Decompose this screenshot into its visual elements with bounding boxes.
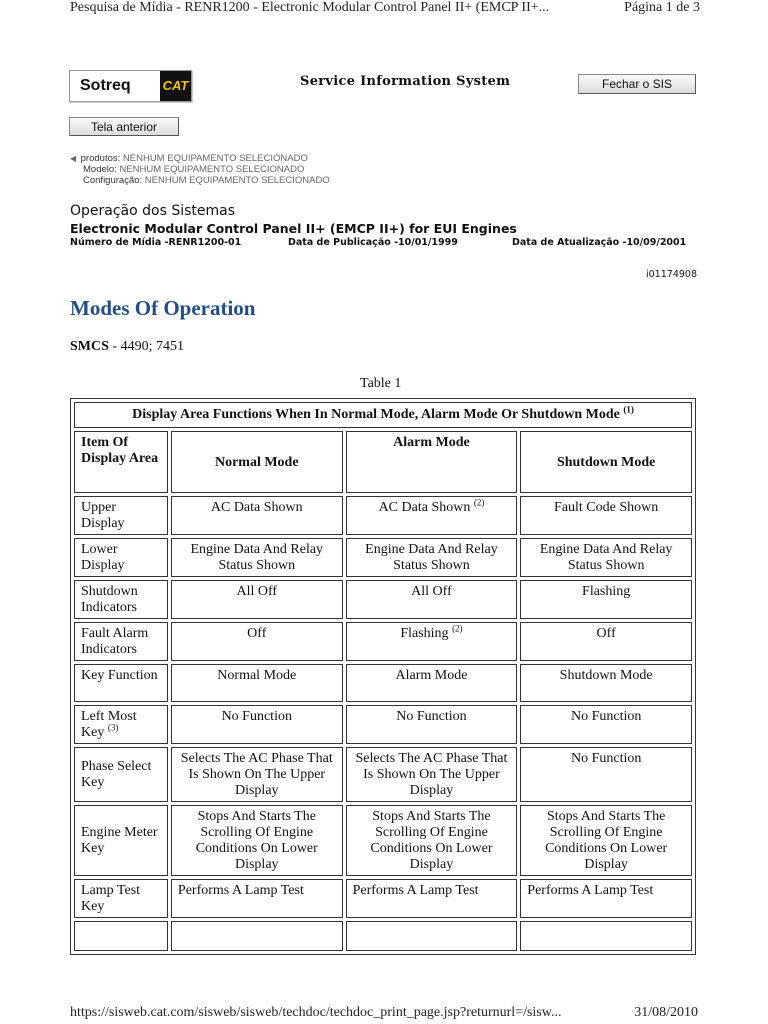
cell-shutdown: Flashing [520, 580, 692, 619]
meta-configuration [83, 175, 330, 186]
update-date: Data de Atualização -10/09/2001 [512, 237, 687, 248]
column-header: Alarm Mode [346, 431, 518, 493]
cell-normal: Stops And Starts The Scrolling Of Engine Conditions On Lower Display [171, 805, 343, 876]
page-title: Modes Of Operation [70, 296, 256, 320]
cell-alarm: No Function [346, 705, 518, 744]
row-item [74, 921, 168, 951]
column-header: Normal Mode [171, 431, 343, 493]
item-footnote: (3) [107, 722, 119, 733]
table-row [74, 664, 692, 702]
cell-alarm: All Off [346, 580, 518, 619]
table-row [74, 747, 692, 802]
cell-normal: Performs A Lamp Test [171, 879, 343, 918]
meta-products [70, 153, 308, 164]
table-heading-text: Display Area Functions When In Normal Mode, Alarm Mode Or Shutdown Mode [132, 407, 620, 422]
cell-shutdown: No Function [520, 747, 692, 802]
table-row [74, 879, 692, 918]
cell-shutdown: Shutdown Mode [520, 664, 692, 702]
cell-alarm [346, 496, 518, 535]
print-footer-url: https://sisweb.cat.com/sisweb/sisweb/techdoc/techdoc_print_page.jsp?returnurl=/sisw... [70, 1005, 562, 1020]
document-title: Electronic Modular Control Panel II+ (EMCP II+) for EUI Engines [70, 221, 517, 236]
meta-value: NENHUM EQUIPAMENTO SELECIONADO [144, 175, 330, 186]
cell-footnote: (2) [473, 497, 485, 508]
smcs-label: SMCS [70, 339, 109, 354]
row-item: Fault Alarm Indicators [74, 622, 168, 661]
back-arrow-icon[interactable]: ◀ [70, 154, 77, 163]
cell-normal: Off [171, 622, 343, 661]
sotreq-cat-logo [69, 70, 192, 102]
cell-normal: No Function [171, 705, 343, 744]
section-heading: Operação dos Sistemas [70, 203, 236, 219]
row-item: Key Function [74, 664, 168, 702]
cell-normal: All Off [171, 580, 343, 619]
table-row [74, 805, 692, 876]
cell-shutdown: Fault Code Shown [520, 496, 692, 535]
meta-label: Modelo: [83, 164, 117, 175]
row-item: Phase Select Key [74, 747, 168, 802]
close-sis-button[interactable]: Fechar o SIS [578, 74, 696, 94]
cell-alarm: Alarm Mode [346, 664, 518, 702]
modes-table [70, 398, 696, 955]
cell-shutdown [520, 921, 692, 951]
row-item [74, 705, 168, 744]
table-caption: Table 1 [360, 376, 402, 391]
cell-alarm: Selects The AC Phase That Is Shown On The Upper Display [346, 747, 518, 802]
table-row [74, 705, 692, 744]
print-header-page: Página 1 de 3 [624, 0, 700, 15]
smcs-value: - 4490; 7451 [108, 339, 184, 354]
smcs-code [70, 339, 184, 355]
cell-alarm: Stops And Starts The Scrolling Of Engine Conditions On Lower Display [346, 805, 518, 876]
sotreq-logo-text: Sotreq [80, 77, 131, 94]
cell-shutdown: Performs A Lamp Test [520, 879, 692, 918]
sis-title: Service Information System [300, 74, 511, 89]
column-header: Shutdown Mode [520, 431, 692, 493]
cell-normal: Normal Mode [171, 664, 343, 702]
row-item: Upper Display [74, 496, 168, 535]
table-row-cut [74, 921, 692, 951]
table-row [74, 496, 692, 535]
meta-value: NENHUM EQUIPAMENTO SELECIONADO [122, 153, 308, 164]
cell-footnote: (2) [452, 623, 463, 634]
meta-value: NENHUM EQUIPAMENTO SELECIONADO [119, 164, 305, 175]
table-row [74, 622, 692, 661]
print-header [70, 0, 700, 20]
cell-alarm: Performs A Lamp Test [346, 879, 518, 918]
row-item: Engine Meter Key [74, 805, 168, 876]
cell-alarm: Engine Data And Relay Status Shown [346, 538, 518, 577]
document-id: i01174908 [646, 269, 697, 280]
cell-alarm [346, 622, 518, 661]
cell-alarm-text: AC Data Shown [378, 500, 471, 515]
meta-label: Configuração: [83, 175, 143, 186]
cell-shutdown: Off [520, 622, 692, 661]
column-header: Item Of Display Area [74, 431, 168, 493]
media-number: Número de Mídia -RENR1200-01 [70, 237, 242, 248]
table-heading [74, 402, 692, 428]
modes-table-container [70, 398, 696, 956]
cell-alarm-text: Flashing [400, 626, 449, 641]
row-item: Shutdown Indicators [74, 580, 168, 619]
table-row [74, 538, 692, 577]
meta-label: produtos: [80, 153, 121, 164]
cell-normal: AC Data Shown [171, 496, 343, 535]
table-heading-row [74, 402, 692, 428]
table-row [74, 580, 692, 619]
meta-model [83, 164, 304, 175]
cell-shutdown: Engine Data And Relay Status Shown [520, 538, 692, 577]
cell-shutdown: No Function [520, 705, 692, 744]
cell-shutdown: Stops And Starts The Scrolling Of Engine Conditions On Lower Display [520, 805, 692, 876]
print-footer-date: 31/08/2010 [634, 1005, 698, 1020]
publication-date: Data de Publicação -10/01/1999 [288, 237, 458, 248]
row-item: Lower Display [74, 538, 168, 577]
table-header-row [74, 431, 692, 493]
heading-footnote: (1) [623, 404, 634, 415]
row-item: Lamp Test Key [74, 879, 168, 918]
cell-normal: Selects The AC Phase That Is Shown On The Upper Display [171, 747, 343, 802]
print-header-title: Pesquisa de Mídia - RENR1200 - Electronic Modular Control Panel II+ (EMCP II+... [70, 0, 550, 15]
cell-alarm [346, 921, 518, 951]
print-footer [70, 1005, 698, 1023]
cell-normal [171, 921, 343, 951]
row-item-text: Left Most Key [81, 709, 137, 740]
cat-logo: CAT [160, 71, 191, 101]
back-button[interactable]: Tela anterior [69, 117, 179, 136]
cell-normal: Engine Data And Relay Status Shown [171, 538, 343, 577]
